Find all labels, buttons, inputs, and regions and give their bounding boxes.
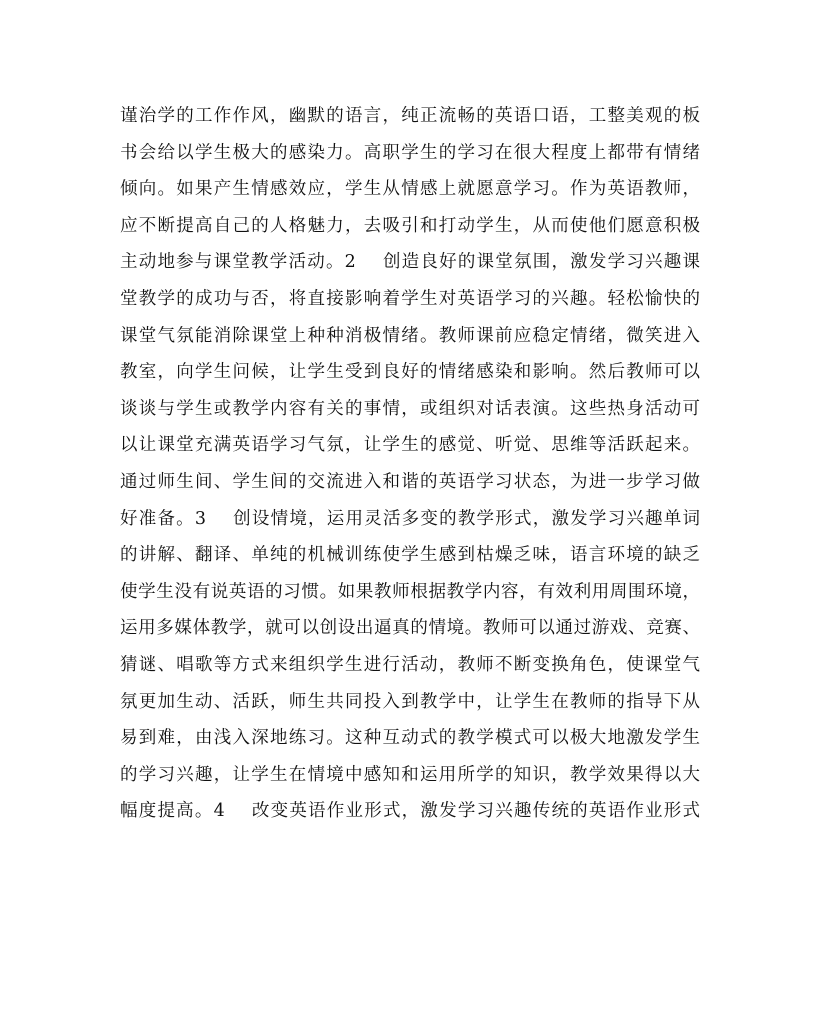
text-line: 通过师生间、学生间的交流进入和谐的英语学习状态，为进一步学习做 [120,471,700,492]
text-line: 以让课堂充满英语学习气氛，让学生的感觉、听觉、思维等活跃起来。 [120,435,700,456]
text-line: 猜谜、唱歌等方式来组织学生进行活动，教师不断变换角色，使课堂气 [120,654,700,675]
text-line: 倾向。如果产生情感效应，学生从情感上就愿意学习。作为英语教师， [120,179,700,200]
text-line: 书会给以学生极大的感染力。高职学生的学习在很大程度上都带有情绪 [120,142,700,163]
text-line: 谨治学的工作作风，幽默的语言，纯正流畅的英语口语，工整美观的板 [120,106,700,126]
text-line: 幅度提高。4 改变英语作业形式，激发学习兴趣传统的英语作业形式 [120,801,700,822]
text-line: 主动地参与课堂教学活动。2 创造良好的课堂氛围，激发学习兴趣课 [120,252,700,273]
text-line: 好准备。3 创设情境，运用灵活多变的教学形式，激发学习兴趣单词 [120,508,700,529]
text-line: 的讲解、翻译、单纯的机械训练使学生感到枯燥乏味，语言环境的缺乏 [120,545,700,566]
text-line: 易到难，由浅入深地练习。这种互动式的教学模式可以极大地激发学生 [120,728,700,749]
text-line: 课堂气氛能消除课堂上种种消极情绪。教师课前应稳定情绪，微笑进入 [120,325,700,346]
text-line: 谈谈与学生或教学内容有关的事情，或组织对话表演。这些热身活动可 [120,398,700,419]
text-line: 氛更加生动、活跃，师生共同投入到教学中，让学生在教师的指导下从 [120,691,700,712]
text-line: 运用多媒体教学，就可以创设出逼真的情境。教师可以通过游戏、竞赛、 [120,618,700,639]
text-line: 教室，向学生问候，让学生受到良好的情绪感染和影响。然后教师可以 [120,362,700,383]
body-text [120,98,700,830]
text-line: 堂教学的成功与否，将直接影响着学生对英语学习的兴趣。轻松愉快的 [120,288,700,309]
text-line: 的学习兴趣，让学生在情境中感知和运用所学的知识，教学效果得以大 [120,764,700,785]
text-line: 应不断提高自己的人格魅力，去吸引和打动学生，从而使他们愿意积极 [120,215,700,236]
text-line: 使学生没有说英语的习惯。如果教师根据教学内容，有效利用周围环境， [120,581,700,602]
